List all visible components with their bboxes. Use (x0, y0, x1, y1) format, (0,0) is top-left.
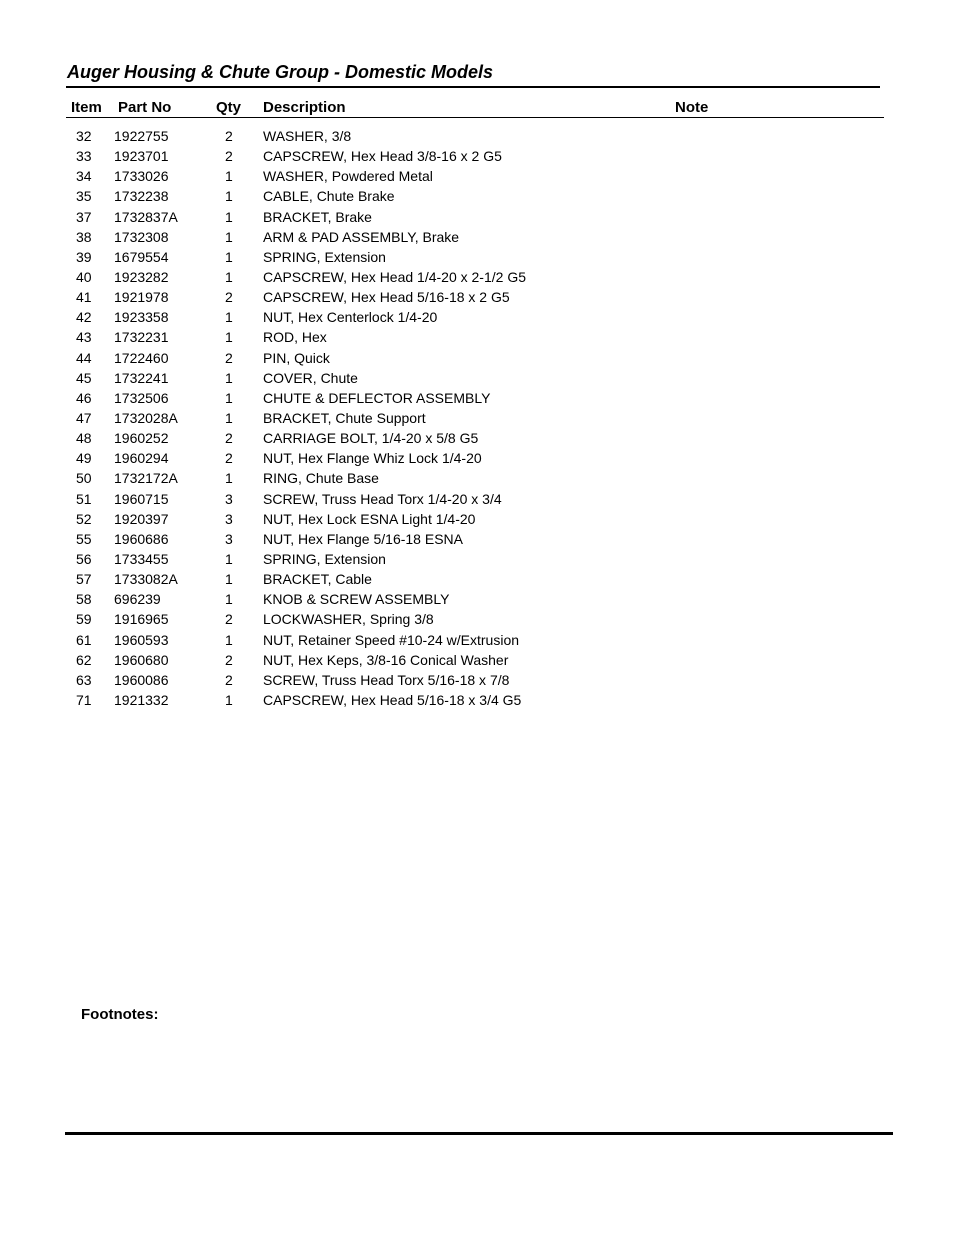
description-cell: BRACKET, Cable (263, 571, 372, 588)
description-cell: BRACKET, Chute Support (263, 409, 426, 426)
description-cell: CAPSCREW, Hex Head 5/16-18 x 2 G5 (263, 289, 510, 306)
parts-table (0, 126, 954, 710)
table-row (0, 609, 954, 629)
part-no-cell: 1733455 (114, 550, 169, 567)
table-row (0, 126, 954, 146)
item-cell: 40 (76, 268, 92, 285)
table-row (0, 166, 954, 186)
qty-cell: 1 (225, 329, 233, 346)
qty-cell: 1 (225, 550, 233, 567)
part-no-cell: 1921978 (114, 289, 169, 306)
footnotes-label: Footnotes: (81, 1006, 159, 1023)
table-row (0, 529, 954, 549)
qty-cell: 1 (225, 691, 233, 708)
item-cell: 56 (76, 550, 92, 567)
item-cell: 49 (76, 450, 92, 467)
qty-cell: 3 (225, 490, 233, 507)
description-cell: COVER, Chute (263, 369, 358, 386)
table-row (0, 227, 954, 247)
table-row (0, 630, 954, 650)
qty-cell: 2 (225, 148, 233, 165)
qty-cell: 1 (225, 268, 233, 285)
item-cell: 55 (76, 530, 92, 547)
description-cell: RING, Chute Base (263, 470, 379, 487)
part-no-cell: 1960252 (114, 430, 169, 447)
description-cell: NUT, Hex Flange Whiz Lock 1/4-20 (263, 450, 482, 467)
part-no-cell: 1960686 (114, 530, 169, 547)
part-no-cell: 1722460 (114, 349, 169, 366)
item-cell: 47 (76, 409, 92, 426)
part-no-cell: 1960593 (114, 631, 169, 648)
qty-cell: 2 (225, 450, 233, 467)
table-row (0, 468, 954, 488)
part-no-cell: 1960715 (114, 490, 169, 507)
table-row (0, 368, 954, 388)
table-row (0, 247, 954, 267)
item-cell: 39 (76, 248, 92, 265)
title-divider (66, 86, 880, 88)
part-no-cell: 1916965 (114, 611, 169, 628)
qty-cell: 1 (225, 228, 233, 245)
part-no-cell: 1732308 (114, 228, 169, 245)
table-row (0, 670, 954, 690)
table-row (0, 267, 954, 287)
column-header-qty: Qty (216, 99, 242, 116)
item-cell: 62 (76, 651, 92, 668)
item-cell: 51 (76, 490, 92, 507)
qty-cell: 1 (225, 168, 233, 185)
description-cell: CABLE, Chute Brake (263, 188, 395, 205)
part-no-cell: 1732172A (114, 470, 178, 487)
qty-cell: 2 (225, 671, 233, 688)
column-header-note: Note (675, 99, 709, 116)
qty-cell: 1 (225, 631, 233, 648)
qty-cell: 1 (225, 188, 233, 205)
table-row (0, 146, 954, 166)
qty-cell: 3 (225, 510, 233, 527)
part-no-cell: 1923701 (114, 148, 169, 165)
table-row (0, 388, 954, 408)
item-cell: 61 (76, 631, 92, 648)
description-cell: CAPSCREW, Hex Head 3/8-16 x 2 G5 (263, 148, 502, 165)
table-row (0, 509, 954, 529)
table-row (0, 448, 954, 468)
item-cell: 58 (76, 591, 92, 608)
qty-cell: 1 (225, 389, 233, 406)
description-cell: NUT, Hex Centerlock 1/4-20 (263, 309, 438, 326)
qty-cell: 1 (225, 248, 233, 265)
column-header-part-no: Part No (118, 99, 172, 116)
part-no-cell: 1732028A (114, 409, 178, 426)
item-cell: 34 (76, 168, 92, 185)
description-cell: NUT, Hex Keps, 3/8-16 Conical Washer (263, 651, 509, 668)
qty-cell: 1 (225, 309, 233, 326)
table-row (0, 287, 954, 307)
part-no-cell: 1732238 (114, 188, 169, 205)
description-cell: CHUTE & DEFLECTOR ASSEMBLY (263, 389, 491, 406)
qty-cell: 2 (225, 611, 233, 628)
description-cell: CAPSCREW, Hex Head 5/16-18 x 3/4 G5 (263, 691, 522, 708)
qty-cell: 2 (225, 349, 233, 366)
table-row (0, 307, 954, 327)
column-header-description: Description (263, 99, 346, 116)
part-no-cell: 1733082A (114, 571, 178, 588)
description-cell: WASHER, Powdered Metal (263, 168, 433, 185)
item-cell: 38 (76, 228, 92, 245)
column-header-item: Item (71, 99, 102, 116)
item-cell: 57 (76, 571, 92, 588)
table-row (0, 428, 954, 448)
header-divider (66, 117, 884, 118)
qty-cell: 2 (225, 128, 233, 144)
table-row (0, 549, 954, 569)
item-cell: 46 (76, 389, 92, 406)
qty-cell: 2 (225, 430, 233, 447)
item-cell: 42 (76, 309, 92, 326)
part-no-cell: 1960294 (114, 450, 169, 467)
qty-cell: 3 (225, 530, 233, 547)
part-no-cell: 696239 (114, 591, 161, 608)
item-cell: 52 (76, 510, 92, 527)
table-row (0, 569, 954, 589)
description-cell: WASHER, 3/8 (263, 128, 352, 144)
part-no-cell: 1923282 (114, 268, 169, 285)
qty-cell: 1 (225, 409, 233, 426)
qty-cell: 2 (225, 651, 233, 668)
part-no-cell: 1732241 (114, 369, 169, 386)
description-cell: ROD, Hex (263, 329, 327, 346)
item-cell: 48 (76, 430, 92, 447)
item-cell: 33 (76, 148, 92, 165)
part-no-cell: 1732231 (114, 329, 169, 346)
description-cell: ARM & PAD ASSEMBLY, Brake (263, 228, 460, 245)
description-cell: SCREW, Truss Head Torx 5/16-18 x 7/8 (263, 671, 510, 688)
description-cell: PIN, Quick (263, 349, 330, 366)
item-cell: 50 (76, 470, 92, 487)
table-row (0, 690, 954, 710)
qty-cell: 1 (225, 470, 233, 487)
footer-divider (65, 1132, 893, 1135)
description-cell: SPRING, Extension (263, 550, 386, 567)
part-no-cell: 1922755 (114, 128, 169, 144)
item-cell: 59 (76, 611, 92, 628)
part-no-cell: 1923358 (114, 309, 169, 326)
description-cell: CARRIAGE BOLT, 1/4-20 x 5/8 G5 (263, 430, 479, 447)
item-cell: 35 (76, 188, 92, 205)
qty-cell: 1 (225, 369, 233, 386)
item-cell: 41 (76, 289, 92, 306)
table-row (0, 186, 954, 206)
description-cell: SCREW, Truss Head Torx 1/4-20 x 3/4 (263, 490, 502, 507)
part-no-cell: 1960086 (114, 671, 169, 688)
part-no-cell: 1921332 (114, 691, 169, 708)
qty-cell: 1 (225, 571, 233, 588)
table-row (0, 650, 954, 670)
page-title: Auger Housing & Chute Group - Domestic Models (67, 62, 494, 82)
description-cell: KNOB & SCREW ASSEMBLY (263, 591, 450, 608)
description-cell: NUT, Hex Lock ESNA Light 1/4-20 (263, 510, 476, 527)
table-row (0, 408, 954, 428)
item-cell: 32 (76, 128, 92, 144)
description-cell: CAPSCREW, Hex Head 1/4-20 x 2-1/2 G5 (263, 268, 526, 285)
table-row (0, 348, 954, 368)
item-cell: 71 (76, 691, 92, 708)
part-no-cell: 1960680 (114, 651, 169, 668)
description-cell: BRACKET, Brake (263, 208, 372, 225)
item-cell: 45 (76, 369, 92, 386)
item-cell: 63 (76, 671, 92, 688)
table-row (0, 327, 954, 347)
table-row (0, 489, 954, 509)
part-no-cell: 1732837A (114, 208, 178, 225)
qty-cell: 1 (225, 591, 233, 608)
table-row (0, 589, 954, 609)
description-cell: SPRING, Extension (263, 248, 386, 265)
item-cell: 37 (76, 208, 92, 225)
table-row (0, 207, 954, 227)
part-no-cell: 1920397 (114, 510, 169, 527)
description-cell: NUT, Hex Flange 5/16-18 ESNA (263, 530, 463, 547)
item-cell: 44 (76, 349, 92, 366)
item-cell: 43 (76, 329, 92, 346)
description-cell: NUT, Retainer Speed #10-24 w/Extrusion (263, 631, 520, 648)
part-no-cell: 1679554 (114, 248, 169, 265)
description-cell: LOCKWASHER, Spring 3/8 (263, 611, 434, 628)
part-no-cell: 1733026 (114, 168, 169, 185)
qty-cell: 2 (225, 289, 233, 306)
part-no-cell: 1732506 (114, 389, 169, 406)
qty-cell: 1 (225, 208, 233, 225)
